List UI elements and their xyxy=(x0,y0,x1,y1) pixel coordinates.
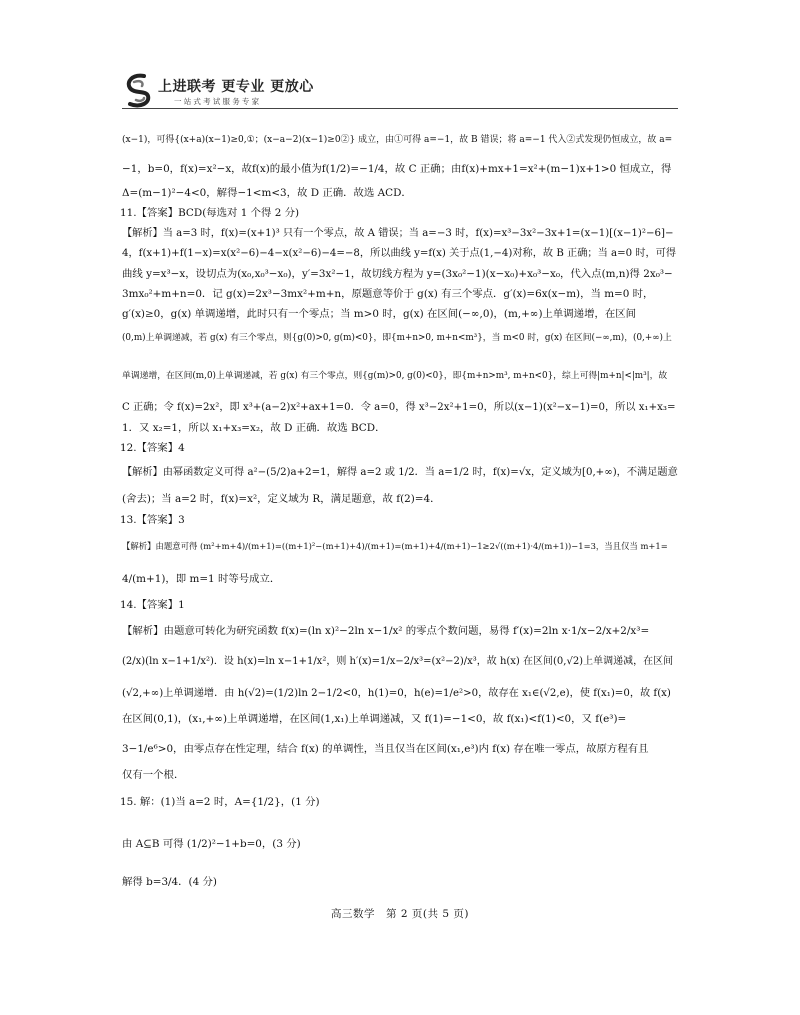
question-11-answer: 11.【答案】BCD(每选对 1 个得 2 分) xyxy=(120,207,300,219)
text-line: 【解析】由幂函数定义可得 a²−(5/2)a+2=1，解得 a=2 或 1/2．当 a=1/2 时，f(x)=√x，定义域为[0,+∞)，不满足题意 xyxy=(122,467,678,478)
text-line: (√2,+∞)上单调递增．由 h(√2)=(1/2)ln 2−1/2<0，h(1)=0，h(e)=1/e²>0，故存在 x₁∈(√2,e)，使 f(x₁)=0，故 f(x) xyxy=(122,688,671,699)
text-line: (舍去)；当 a=2 时，f(x)=x²，定义域为 R，满足题意，故 f(2)=4． xyxy=(122,493,441,505)
logo-subtitle: 一站式考试服务专家 xyxy=(174,97,262,106)
text-line: 【解析】由题意可得 (m²+m+4)/(m+1)=((m+1)²−(m+1)+4)/(m+1)=(m+1)+4/(m+1)−1≥2√((m+1)·4/(m+1))−1=3，当且仅当 m+1= xyxy=(122,541,668,551)
text-line: (0,m)上单调递减，若 g(x) 有三个零点，则{g(0)>0, g(m)<0}，即{m+n>0, m+n<m³}，当 m<0 时，g(x) 在区间(−∞,m)，(0,+∞)上 xyxy=(122,333,672,343)
question-13-answer: 13.【答案】3 xyxy=(120,514,185,526)
text-line: 仅有一个根． xyxy=(122,769,185,781)
logo-slogan: 上进联考 更专业 更放心 xyxy=(158,79,314,95)
text-line: 曲线 y=x³−x，设切点为(x₀,x₀³−x₀)，y′=3x²−1，故切线方程为 y=(3x₀²−1)(x−x₀)+x₀³−x₀，代入点(m,n)得 2x₀³− xyxy=(122,268,673,280)
text-line: 1．又 x₂=1，所以 x₁+x₃=x₂，故 D 正确．故选 BCD． xyxy=(122,422,386,434)
text-line: 3−1/e⁶>0，由零点存在性定理，结合 f(x) 的单调性，当且仅当在区间(x₁,e³)内 f(x) 存在唯一零点，故原方程有且 xyxy=(122,743,649,755)
text-line: 解得 b=3/4．(4 分) xyxy=(122,876,217,888)
text-line: (2/x)(ln x−1+1/x²)．设 h(x)=ln x−1+1/x²，则 h′(x)=1/x−2/x³=(x²−2)/x³，故 h(x) 在区间(0,√2)上单调递减，在区间 xyxy=(122,656,674,667)
publisher-logo xyxy=(122,72,342,112)
text-line: 4，f(x+1)+f(1−x)=x(x²−6)−4−x(x²−6)−4=−8，所以曲线 y=f(x) 关于点(1,−4)对称，故 B 正确；当 a=0 时，可得 xyxy=(122,248,677,259)
question-12-answer: 12.【答案】4 xyxy=(120,442,185,454)
text-line: Δ=(m−1)²−4<0，解得−1<m<3，故 D 正确．故选 ACD． xyxy=(122,187,412,199)
text-line: (x−1)，可得{(x+a)(x−1)≥0,①；(x−a−2)(x−1)≥0②} 成立，由①可得 a=−1，故 B 错误；将 a=−1 代入②式发现仍恒成立，故 a= xyxy=(122,135,673,145)
text-line: 在区间(0,1)，(x₁,+∞)上单调递增，在区间(1,x₁)上单调递减，又 f(1)=−1<0，故 f(x₁)<f(1)<0，又 f(e³)= xyxy=(122,713,627,725)
text-line: 单调递增，在区间(m,0)上单调递减，若 g(x) 有三个零点，则{g(m)>0, g(0)<0}，即{m+n>m³, m+n<0}，综上可得|m+n|<|m³|，故 xyxy=(122,371,668,381)
text-line: g′(x)≥0，g(x) 单调递增，此时只有一个零点；当 m>0 时，g(x) 在区间(−∞,0)，(m,+∞)上单调递增，在区间 xyxy=(122,308,637,320)
header-divider xyxy=(122,108,678,109)
question-15-solution: 15. 解：(1)当 a=2 时，A={1/2}，(1 分) xyxy=(120,796,320,808)
text-line: 【解析】当 a=3 时，f(x)=(x+1)³ 只有一个零点，故 A 错误；当 a=−3 时，f(x)=x³−3x²−3x+1=(x−1)[(x−1)²−6]− xyxy=(122,228,674,239)
text-line: 由 A⊆B 可得 (1/2)²−1+b=0，(3 分) xyxy=(122,838,301,850)
question-14-answer: 14.【答案】1 xyxy=(120,599,185,611)
text-line: 3mx₀²+m+n=0．记 g(x)=2x³−3mx²+m+n，原题意等价于 g(x) 有三个零点．g′(x)=6x(x−m)，当 m=0 时， xyxy=(122,288,654,300)
text-line: −1，b=0，f(x)=x²−x，故f(x)的最小值为f(1/2)=−1/4，故 C 正确；由f(x)+mx+1=x²+(m−1)x+1>0 恒成立，得 xyxy=(122,163,672,175)
text-line: 4/(m+1)，即 m=1 时等号成立． xyxy=(122,573,281,585)
text-line: C 正确；令 f(x)=2x²，即 x³+(a−2)x²+ax+1=0．令 a=0，得 x³−2x²+1=0，所以(x−1)(x²−x−1)=0，所以 x₁+x₃= xyxy=(122,402,676,413)
swirl-logo-icon xyxy=(122,72,156,110)
page-footer: 高三数学 第 2 页(共 5 页) xyxy=(331,908,469,920)
text-line: 【解析】由题意可转化为研究函数 f(x)=(ln x)²−2ln x−1/x² 的零点个数问题，易得 f′(x)=2ln x·1/x−2/x+2/x³= xyxy=(122,625,650,637)
